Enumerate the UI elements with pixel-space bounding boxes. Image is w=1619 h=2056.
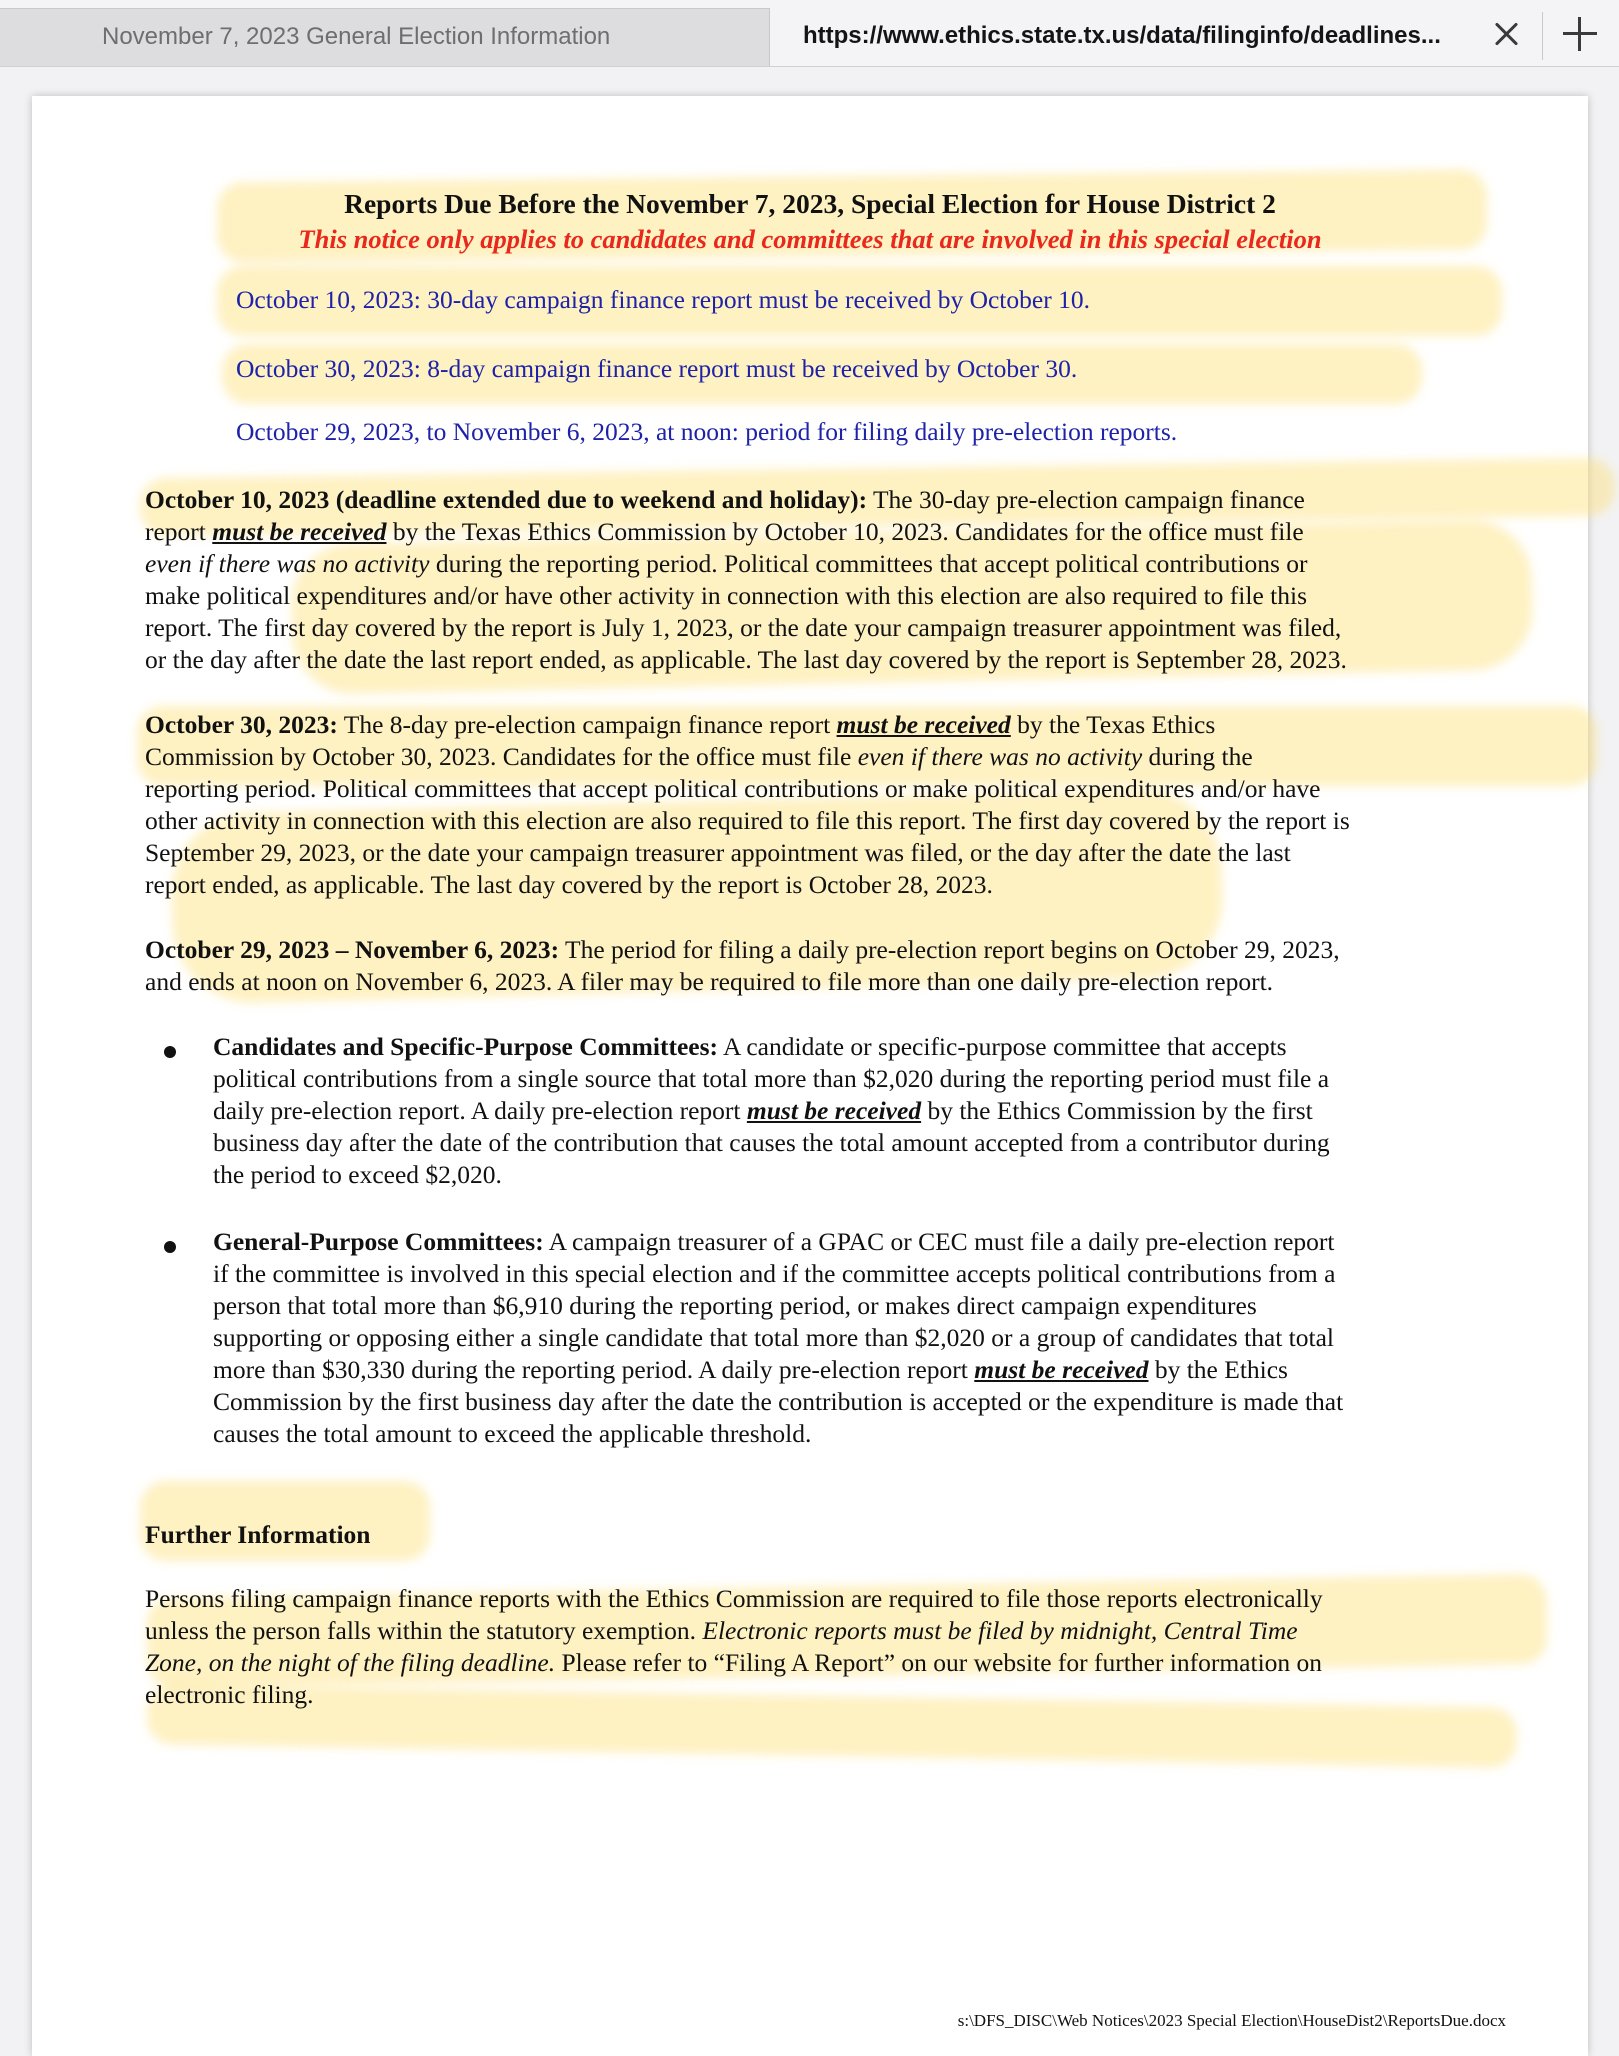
must-be-received-emphasis: must be received <box>836 710 1011 739</box>
b2-line-7: causes the total amount to exceed the applicable threshold. <box>213 1419 812 1448</box>
browser-tab-bar <box>0 0 1619 67</box>
p1-line-5: report. The first day covered by the report is July 1, 2023, or the date your campaign treasurer appointment was filed, <box>145 613 1342 642</box>
tab-url-label: https://www.ethics.state.tx.us/data/filinginfo/deadlines... <box>803 22 1441 49</box>
p2-line-4: other activity in connection with this election are also required to file this report. The first day covered by the report is <box>145 806 1350 835</box>
b1-line-3: daily pre-election report. A daily pre-election report must be received by the Ethics Commission by the first <box>213 1096 1313 1125</box>
p2-line-1: October 30, 2023: The 8-day pre-election campaign finance report must be received by the Texas Ethics <box>145 710 1216 739</box>
b2-line-1: General-Purpose Committees: A campaign treasurer of a GPAC or CEC must file a daily pre-election report <box>213 1227 1335 1256</box>
p3-line-1: October 29, 2023 – November 6, 2023: The period for filing a daily pre-election report begins on October 29, 2023, <box>145 935 1340 964</box>
must-be-received-emphasis: must be received <box>974 1355 1149 1384</box>
tab-election-information[interactable] <box>0 8 770 66</box>
further-line-4: electronic filing. <box>145 1680 314 1709</box>
b2-line-3: person that total more than $6,910 during the reporting period, or makes direct campaign expenditures <box>213 1291 1257 1320</box>
section-heading-oct10: October 10, 2023 (deadline extended due to weekend and holiday): <box>145 485 868 514</box>
b2-line-2: if the committee is involved in this special election and if the committee accepts political contributions from a <box>213 1259 1336 1288</box>
b2-line-6: Commission by the first business day after the date the contribution is accepted or the expenditure is made that <box>213 1387 1344 1416</box>
p1-line-6: or the day after the date the last report ended, as applicable. The last day covered by the report is September 28, 2023. <box>145 645 1347 674</box>
p2-line-6: report ended, as applicable. The last day covered by the report is October 28, 2023. <box>145 870 993 899</box>
must-be-received-emphasis: must be received <box>746 1096 922 1125</box>
bullet-icon <box>164 1241 176 1253</box>
p3-line-2: and ends at noon on November 6, 2023. A filer may be required to file more than one daily pre-election report. <box>145 967 1274 996</box>
summary-line-daily: October 29, 2023, to November 6, 2023, at noon: period for filing daily pre-election reports. <box>236 417 1178 446</box>
p2-line-3: reporting period. Political committees that accept political contributions or make political expenditures and/or have <box>145 774 1321 803</box>
section-heading-daily: October 29, 2023 – November 6, 2023: <box>145 935 560 964</box>
close-icon[interactable] <box>1492 19 1522 49</box>
summary-line-30-day: October 10, 2023: 30-day campaign finance report must be received by October 10. <box>236 285 1090 314</box>
b2-line-4: supporting or opposing either a single candidate that total more than $2,020 or a group of candidates that total <box>213 1323 1335 1352</box>
further-line-2: unless the person falls within the statutory exemption. Electronic reports must be filed by midnight, Central Time <box>145 1616 1298 1645</box>
document-title: Reports Due Before the November 7, 2023, Special Election for House District 2 <box>344 188 1276 219</box>
p1-line-2: report must be received by the Texas Ethics Commission by October 10, 2023. Candidates for the office must file <box>145 517 1304 546</box>
b1-line-1: Candidates and Specific-Purpose Committees: A candidate or specific-purpose committee that accepts <box>213 1032 1287 1061</box>
document-page <box>32 96 1588 2056</box>
further-line-1: Persons filing campaign finance reports with the Ethics Commission are required to file those reports electronically <box>145 1584 1323 1613</box>
further-line-3: Zone, on the night of the filing deadline. Please refer to “Filing A Report” on our website for further information on <box>145 1648 1323 1677</box>
p1-line-1: October 10, 2023 (deadline extended due to weekend and holiday): The 30-day pre-election campaign finance <box>145 485 1305 514</box>
tab-divider <box>1542 12 1543 60</box>
b1-line-4: business day after the date of the contribution that causes the total amount accepted from a contributor during <box>213 1128 1330 1157</box>
section-heading-oct30: October 30, 2023: <box>145 710 338 739</box>
notice-subtitle: This notice only applies to candidates and committees that are involved in this special election <box>298 224 1322 254</box>
b2-line-5: more than $30,330 during the reporting period. A daily pre-election report must be received by the Ethics <box>213 1355 1288 1384</box>
tab-label: November 7, 2023 General Election Information <box>102 23 611 50</box>
b1-line-5: the period to exceed $2,020. <box>213 1160 502 1189</box>
plus-icon[interactable] <box>1563 17 1597 51</box>
further-information-heading: Further Information <box>145 1520 371 1549</box>
bullet-heading-gpac: General-Purpose Committees: <box>213 1227 544 1256</box>
p1-line-3: even if there was no activity during the reporting period. Political committees that accept political contributions or <box>145 549 1308 578</box>
p1-line-4: make political expenditures and/or have other activity in connection with this election are also required to file this <box>145 581 1308 610</box>
file-path-footer: s:\DFS_DISC\Web Notices\2023 Special Election\HouseDist2\ReportsDue.docx <box>957 2011 1506 2030</box>
bullet-icon <box>164 1046 176 1058</box>
bullet-heading-candidates: Candidates and Specific-Purpose Committees: <box>213 1032 719 1061</box>
p2-line-2: Commission by October 30, 2023. Candidates for the office must file even if there was no activity during the <box>145 742 1253 771</box>
must-be-received-emphasis: must be received <box>212 517 387 546</box>
b1-line-2: political contributions from a single source that total more than $2,020 during the reporting period must file a <box>213 1064 1330 1093</box>
summary-line-8-day: October 30, 2023: 8-day campaign finance report must be received by October 30. <box>236 354 1078 383</box>
p2-line-5: September 29, 2023, or the date your campaign treasurer appointment was filed, or the day after the date the last <box>145 838 1291 867</box>
tab-ethics-deadlines[interactable] <box>771 8 1541 66</box>
